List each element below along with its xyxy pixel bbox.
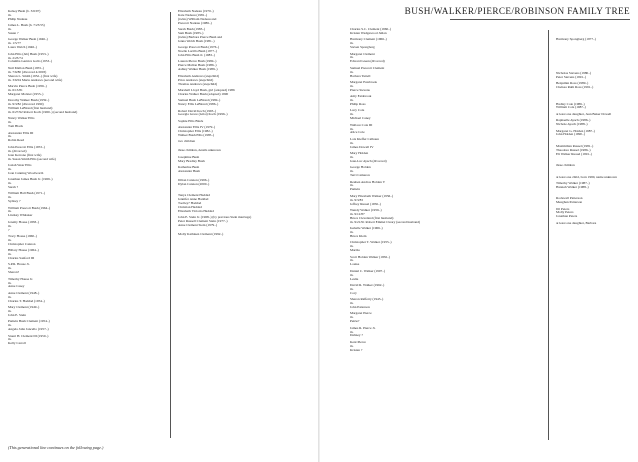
family-tree-entry: m. [8,280,12,285]
family-tree-entry: Kelsey Bush (b. 3/6/97) [8,9,41,13]
family-tree-entry: m. [350,112,354,117]
family-tree-entry: Petrie? [350,319,360,324]
family-tree-entry: Maximilian Russel (1981–) [556,143,594,148]
family-tree-entry: m. [8,266,12,271]
family-tree-entry: Michael Caney [350,116,371,121]
family-tree-entry: Neil Mallon Bush (1955–) [8,65,44,70]
right-children-column [556,28,617,226]
family-tree-entry: Stuart H. Clement III (1950–) [8,333,49,338]
family-tree-entry: Tanya Clement Haddad [178,193,210,198]
family-tree-entry: Walker Bush Ellis (1985–) [178,133,215,138]
family-tree-entry: Leslie [350,276,359,281]
family-tree-entry: Mary Elizabeth Walker (1956–) [350,193,394,198]
family-tree-entry: m. [8,181,12,186]
family-tree-entry: (twins) William Nadeau and [178,16,217,21]
family-tree-entry: Susan ? [8,31,19,36]
family-tree-entry: Lucy Cole [350,108,365,113]
family-tree-entry: Jean-Luc Ayach (divorced) [350,158,387,163]
family-tree-entry: David R. Walker (1962–) [350,282,385,287]
family-tree-entry: Samuel Prescott Clement [350,65,385,70]
family-tree-entry: Mary Clement (1949–) [8,305,40,310]
family-tree-entry: Christopher T. Walker (1955–) [350,240,392,245]
right-page [320,0,638,462]
family-tree-entry: Robert David Koch (1993–) [178,108,217,113]
family-tree-entry: Hillary House (1964–) [8,248,39,253]
family-tree-entry: Hannah Walker (1988–) [556,184,589,189]
family-tree-entry: Charles S.C. Clement (1960–) [350,27,391,31]
family-tree-entry: Kate Nadeau (1981–) [178,12,208,17]
family-tree-entry: Barbara Tuttell [350,73,371,78]
family-tree-entry: Jill Peters [556,206,570,211]
family-tree-entry: Raphaelle Ayach (1986–) [556,118,591,123]
family-tree-entry: Dylan Cannon (2000–) [178,181,210,186]
right-connector-line [548,30,549,440]
family-tree-entry: m. 6/27/92 Robert Koch (1960–) (second husband) [8,109,78,114]
family-tree-entry: Isabelle Walker (1966–) [350,226,383,231]
family-tree-entry: m. [350,169,354,174]
family-tree-entry: m. [8,294,12,299]
title-underline [450,19,630,20]
family-tree-entry: Meaghan Patterson [556,200,583,205]
family-tree-entry: Alice Cole [350,130,365,135]
family-tree-entry: Molly Kathleen Clement (1992–) [178,231,224,236]
family-tree-entry: Nancy Walker Ellis [8,116,35,121]
family-tree-entry: m. (divorced) [8,148,27,153]
family-tree-entry: m. [350,41,354,46]
family-tree-entry: Elizabeth Andrews (stepchild) [178,73,220,78]
family-tree-entry: Kelly Carroll [8,341,26,346]
family-tree-entry: Tom Black [8,124,23,129]
family-tree-entry: m. [350,286,354,291]
family-tree-entry: m. 3/6/04 Maria Andrews (second wife) [8,77,63,82]
family-tree-entry: m. [350,140,354,145]
family-tree-entry: S.P.R. House Jr. [8,262,30,267]
family-tree-entry: three children [556,163,575,168]
family-tree-entry: Robin Reed [8,138,25,143]
family-tree-entry: Nicholas Stevens (1980–) [556,70,592,75]
family-tree-entry: Prescott Nadeau (1986–) [178,20,212,25]
family-tree-entry: m. 9/3/82 (divorced 1990) [8,102,44,107]
family-tree-entry: m. [350,69,354,74]
family-tree-entry: m. 7/6/80 (divorced 4/2003) [8,69,47,74]
left-parent-column [8,10,77,346]
family-tree-entry: Mary Bradley Bush [178,158,205,163]
family-tree-entry: Jeremy House (1958–) [8,219,39,224]
family-tree-entry: at least one daughter, Barbara [556,220,597,225]
family-tree-entry: m. 9/21/91 Robert Emmet Cleary (second husband) [350,219,420,224]
family-tree-entry: Terri Cameron [350,173,370,178]
family-tree-entry: Kristen Wedgewood Julian [350,30,387,35]
family-tree-entry: John Patterson [350,304,370,309]
family-tree-entry: Sarah ? [8,184,19,189]
family-tree-entry: m. [8,237,12,242]
family-tree-entry: m. [8,337,12,342]
family-tree-entry: m. [8,223,12,228]
family-tree-entry: Peter Russell Clement Stein (1977–) [178,219,228,224]
family-tree-entry: Elizabeth Victoria Haddad [178,208,214,213]
family-tree-entry: m. [350,154,354,159]
family-tree-entry: James L. Bush (b. 7/23/55) [8,23,45,28]
family-tree-entry: Margaret Molster (1955–) [8,91,44,96]
left-connector-line [170,12,171,438]
family-tree-entry: m. Susan Smith Ellis (second wife) [8,156,56,161]
family-tree-entry: Price Andrews (stepchild) [178,77,214,82]
family-tree-entry: Harmony Clement (1966–) [350,37,387,42]
family-tree-entry: Kristen ? [350,347,363,352]
family-tree-entry: m. [350,229,354,234]
family-tree-entry: Pierce Mallon Bush (1986–) [178,63,217,68]
family-tree-entry: m. 2/23/74 [8,55,23,60]
family-tree-entry: m. 6/13/81 [8,87,23,92]
family-tree-entry: John E. Stein [8,312,26,317]
family-tree-entry: m. [350,98,354,103]
family-tree-entry: Reuben Andros Holden V [350,179,386,184]
family-tree-entry: Dabney ? [350,333,363,338]
family-tree-entry: m. [8,195,12,200]
family-tree-entry: Ashley Walker Bush (1989–) [178,67,218,72]
family-tree-entry: Nichole Ayach (1988–) [556,122,588,127]
family-tree-entry: Steven Spongberg [350,45,375,50]
family-tree-entry: Timothy House Jr. [8,276,34,281]
family-tree-entry: John Prescott Ellis (1953–) [8,144,45,149]
family-tree-entry: Sharon Rafferty (1943–) [350,297,384,302]
family-tree-entry: Marshall Lloyd Bush, girl (adopted) 1986 [178,87,235,92]
family-tree-entry: m. [350,329,354,334]
family-tree-entry: William Prescott Bush (1964–) [8,205,51,210]
family-tree-entry: Lauren Pierce Bush (1984–) [178,59,217,64]
family-tree-entry: Kent Pierce [350,339,366,344]
family-tree-entry: Nancy Ellis LeBlond (1986–) [178,102,219,107]
family-tree-entry: Chelsea Ruth Ross (1991–) [556,85,594,90]
family-tree-entry: Marvin Pierce Bush (1956–) [8,84,47,88]
family-tree-entry: Katherine Bush [178,165,200,170]
family-tree-entry: Hadley Cole (1986–) [556,101,585,106]
family-tree-entry: Anne Clement Stein (1979–) [178,223,218,228]
family-tree-entry: Scott Holden Walker (1956–) [350,254,390,259]
family-tree-entry: Peter Stevens (1991–) [556,74,586,79]
family-tree-entry: Rockwell Patterson [556,196,583,201]
family-tree-entry: m. [8,252,12,257]
family-tree-entry: Edward Green (divorced) [350,59,385,64]
family-tree-entry: John Ellis (Jeb) Bush (1953–) [8,51,49,56]
family-tree-entry: Jean Kerrone (first wife) [8,152,42,157]
family-tree-entry: Jillian Cannon (1996–) [178,177,210,182]
family-tree-entry: Wallace Cole III [350,122,373,127]
family-tree-entry: Alexander Ellis IV (1979–) [178,125,216,130]
family-tree-entry: m. [350,83,354,88]
family-tree-entry: m. [350,315,354,320]
family-tree-entry: Charles Sanford III [8,256,35,261]
family-tree-entry: m. [8,120,12,125]
family-tree-entry: Harmony Spongberg (1977–) [556,37,596,41]
family-tree-entry: Lindsay Whitaker [8,213,33,218]
family-tree-entry: Benjamin Ross (1989–) [556,81,589,86]
family-tree-entry: Jeffrey Russel (1956–) [350,201,381,206]
family-tree-entry: Laura Welch (1946–) [8,45,37,50]
family-tree-entry: Timothy Walker (1987–) [556,180,590,185]
family-tree-entry: m. [8,209,12,214]
family-tree-entry: Christopher Cannon [8,241,36,246]
family-tree-entry: Anne Clement (1948–) [8,290,40,295]
family-tree-entry: Charles Walker Bush (adopted) 1990 [178,91,229,96]
family-tree-entry: Josiah Wear Ellis [8,162,32,167]
family-tree-entry: Margaret Clement [350,51,375,56]
family-tree-entry: Columba Garnica Gallo (1953–) [8,59,52,64]
family-tree-entry: Elizabeth Nadeau (1970–) [178,9,214,13]
family-tree-entry: Sarah Bush (1983–) [178,27,206,32]
family-tree-entry: m. [350,183,354,188]
family-tree-entry: Georgia Grace (GiGi) Koch (1996–) [178,112,228,117]
family-tree-entry: Pamela Bush Clement (1954–) [8,319,50,324]
family-tree-entry: m. [8,12,12,17]
family-tree-entry: William Hall Bush (1971–) [8,191,46,196]
family-tree-entry: m. [8,323,12,328]
family-tree-entry: m. [350,244,354,249]
family-tree-entry: Cory [350,290,357,295]
family-tree-entry: Christian Haddad [178,204,202,209]
family-tree-entry: at least one child, born 1990, name unknown [556,174,617,179]
family-tree-entry: Wendy Walker (1956–) [350,207,382,212]
family-tree-entry: Dorothy Walker Bush (1959–) [8,98,50,103]
family-tree-entry: Jonathan Peters [556,214,578,219]
right-parent-column [350,28,420,353]
family-tree-entry: James R. Pierce Jr. [350,325,376,330]
family-tree-entry: ? [8,227,10,232]
family-tree-entry: at least one daughter, Jean Baker Dowell [556,111,612,116]
family-tree-entry: Tracy House (1960–) [8,234,37,238]
family-tree-entry: Toolley? Haddad [178,201,202,206]
family-tree-entry: John Ellis Bush Jr. (1983–) [178,53,215,58]
family-tree-entry: Martha [350,248,360,253]
family-tree-entry: m. [350,301,354,306]
family-tree-entry: Samuel Bush LeBlond (1984–) [178,98,221,103]
family-tree-entry: m. [8,134,12,139]
family-tree-entry: Molly Peters [556,210,574,215]
family-tree-entry: Charles T. Haddad (1954–) [8,298,45,303]
family-tree-entry: Louise [350,262,360,267]
family-tree-entry: (twins) Barbara Pierce Bush and [178,34,223,39]
family-tree-entry: Alexander Bush [178,169,200,173]
family-tree-entry: Margaret Pierce [350,311,372,316]
family-tree-entry: William LeBlond (first husband) [8,106,53,111]
family-tree-entry: Jennifer Anne Haddad [178,197,209,202]
family-tree-entry: Margaret Estabrook [350,79,377,84]
family-tree-entry: Sam Bush (1983–) [178,31,204,36]
family-tree-entry: Sydney ? [8,199,21,204]
family-tree-entry: m. [350,272,354,277]
family-tree-entry: Lois Kieffer Calhoun [350,136,379,141]
family-tree-entry: two children [178,139,196,144]
family-tree-entry: Bruce Cleveland (first husband) [350,215,394,220]
family-tree-entry: Angela John Jancello (1957–) [8,327,49,332]
family-tree-entry: Daniel C. Walker (1907–) [350,268,386,273]
family-tree-entry: Amy Estabrook [350,94,372,99]
family-tree-entry: James Dowell IV [350,144,374,149]
family-tree-entry: Eli Walker Russel (1991–) [556,151,592,156]
family-tree-entry: Joan Canning Woodworth [8,170,44,175]
family-tree-entry: Bruce Klein [350,233,367,238]
page-title: BUSH/WALKER/PIERCE/ROBINSON FAMILY TREE [404,6,630,16]
family-tree-entry: three children, details unknown [178,148,221,153]
family-tree-entry: Anne Casey [8,284,25,289]
left-page [0,0,318,462]
family-tree-entry: Josephine Bush [178,154,200,159]
family-tree-entry: m. [8,166,12,171]
family-tree-entry: George Holden [350,165,371,170]
family-tree-entry: George Prescott Bush (1976–) [178,45,220,50]
family-tree-entry: Pierce Stevens [350,87,370,92]
family-tree-entry: Pamela [350,187,360,192]
family-tree-entry: Alexander Ellis III [8,130,34,135]
family-tree-entry: Jenna Welch Bush (1981–) [178,38,215,43]
left-children-column [178,10,251,237]
family-tree-entry: Sharon? [8,270,20,275]
family-tree-entry: Noelle Lucilla Bush (1977–) [178,49,217,54]
family-tree-entry: m. 9/12/87 [350,211,365,216]
family-tree-entry: m. [8,309,12,313]
family-tree-entry: Christopher Ellis (1982–) [178,129,213,134]
family-tree-entry: Mary Holden [350,151,369,156]
family-tree-entry: Jonathan James Bush Jr. (1969–) [8,177,53,182]
family-tree-entry: Margaret G. Holden (1987–) [556,128,595,133]
family-tree-entry: m. [350,343,354,348]
family-tree-entry: John E. Stein Jr. (1968–) (by previous Stein marriage) [178,215,252,220]
family-tree-entry: m. [350,258,354,263]
family-tree-entry: Philip Ross [350,102,366,106]
family-tree-entry: Theodore Russel (1986–) [556,147,591,152]
family-tree-entry: m. [350,126,354,131]
family-tree-entry: George Walker Bush (1946–) [8,37,48,42]
family-tree-entry: m. [8,27,12,32]
family-tree-entry: m. [350,55,354,60]
family-tree-entry: m. 9/3/83 [350,197,363,202]
family-tree-entry: William Cole (1987–) [556,105,586,110]
family-tree-entry: Sophie Ellis Black [178,118,204,123]
continuation-note: (This generational line continues on the following page.) [8,445,104,450]
family-tree-entry: Philip Nadeau [8,16,28,21]
family-tree-entry: m. 1/5/77 [8,41,21,46]
family-tree-entry: John Holden (1990–) [556,132,585,137]
family-tree-entry: Sharon L. Smith (1952–) (first wife) [8,73,58,78]
family-tree-entry: Thomas Andrews (stepchild) [178,81,218,86]
